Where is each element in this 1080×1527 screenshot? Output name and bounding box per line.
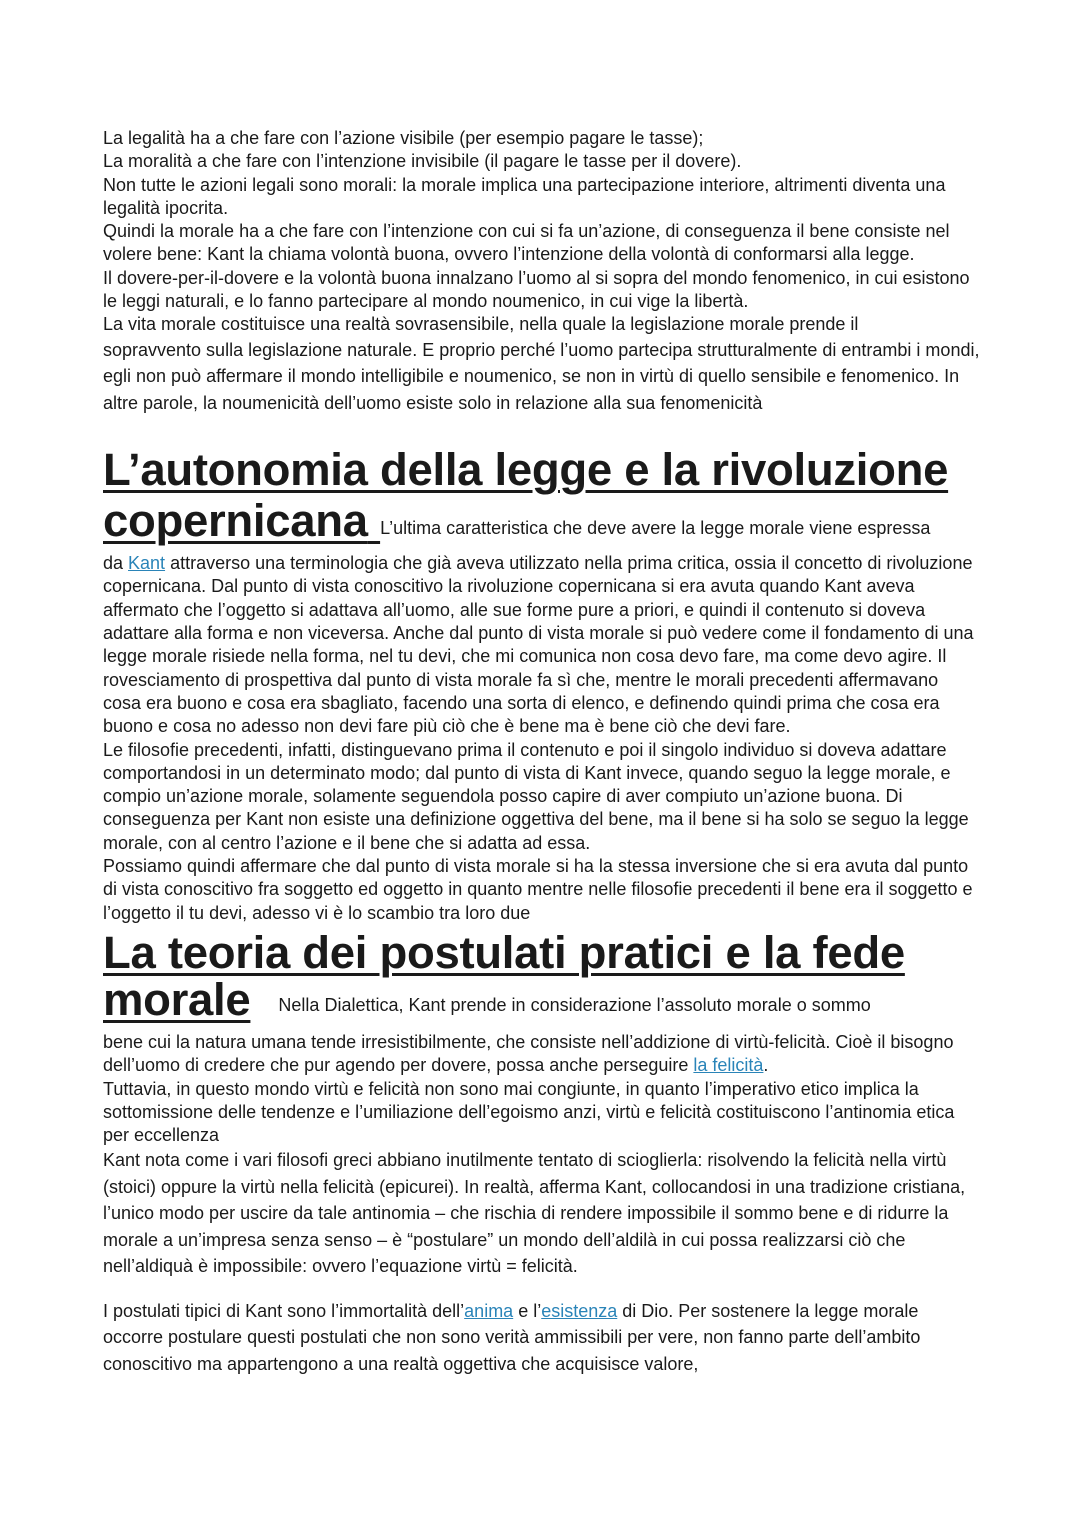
section2-paragraph-1 bbox=[103, 1031, 980, 1078]
link-kant[interactable]: Kant bbox=[128, 553, 166, 574]
section1-heading-trailing-underline bbox=[368, 495, 380, 546]
intro-paragraph-3: Non tutte le azioni legali sono morali: la morale implica una partecipazione interiore, altrimenti diventa una legalità ipocrita. bbox=[103, 174, 946, 218]
section2-paragraph-4-text-c: di Dio. Per sostenere la legge morale occorre postulare questi postulati che non sono verità ammissibili per vere, non fanno parte dell’ambito conoscitivo ma appartengono a una realtà oggettiva che acquisisce valore, bbox=[103, 1300, 921, 1374]
intro-paragraph-6-first-line: La vita morale costituisce una realtà sovrasensibile, nella quale la legislazione morale prende il bbox=[103, 314, 859, 335]
section2-paragraph-4 bbox=[103, 1298, 980, 1378]
section1-paragraph-3: Possiamo quindi affermare che dal punto di vista morale si ha la stessa inversione che si era avuta dal punto di vista conoscitivo fra soggetto ed oggetto in quanto mentre nelle filosofie precedenti il bene era il soggetto e l’oggetto il tu devi, adesso vi è lo scambio tra loro due bbox=[103, 856, 973, 923]
intro-paragraph-5: Il dovere-per-il-dovere e la volontà buona innalzano l’uomo al si sopra del mondo fenomenico, in cui esistono le leggi naturali, e lo fanno partecipare al mondo noumenico, in cui vige la libertà. bbox=[103, 267, 970, 312]
section-heading-autonomia: L’autonomia della legge e la rivoluzione bbox=[103, 444, 949, 496]
section1-link-prefix: da bbox=[103, 553, 129, 574]
link-anima[interactable]: anima bbox=[464, 1300, 514, 1321]
section2-paragraph-4-text-b: e l’ bbox=[513, 1300, 542, 1321]
intro-paragraph-1: La legalità ha a che fare con l’azione visibile (per esempio pagare le tasse); bbox=[103, 128, 704, 148]
intro-paragraph-2: La moralità a che fare con l’intenzione invisibile (il pagare le tasse per il dovere). bbox=[103, 151, 742, 172]
section2-heading-word: morale bbox=[103, 973, 251, 1025]
section1-lead-text: L’ultima caratteristica che deve avere la legge morale viene espressa bbox=[380, 518, 931, 539]
section2-paragraph-1-end: . bbox=[763, 1055, 769, 1076]
section1-paragraph-1 bbox=[103, 552, 980, 738]
intro-paragraph-4: Quindi la morale ha a che fare con l’intenzione con cui si fa un’azione, di conseguenza il bene consiste nel volere bene: Kant la chiama volontà buona, ovvero l’intenzione della volontà di conformarsi alla legge. bbox=[103, 221, 950, 265]
link-felicita[interactable]: la felicità bbox=[693, 1055, 764, 1076]
section2-lead-text: Nella Dialettica, Kant prende in considerazione l’assoluto morale o sommo bbox=[278, 994, 871, 1015]
section1-heading-word: copernicana bbox=[103, 495, 368, 547]
section-heading-postulati: La teoria dei postulati pratici e la fede bbox=[103, 926, 905, 978]
link-esistenza[interactable]: esistenza bbox=[541, 1300, 618, 1321]
section1-paragraph-1-text: attraverso una terminologia che già aveva utilizzato nella prima critica, ossia il concetto di rivoluzione copernicana. Dal punto di vista conoscitivo la rivoluzione copernicana si era avuta quando Kant aveva affermato che l’oggetto si adattava all’uomo, alle sue forme pure a priori, e quindi il contenuto si doveva adattare alla forma e non viceversa. Anche dal punto di vista morale si può vedere come il fondamento di una legge morale risiede nella forma, nel tu devi, che mi comunica non cosa devo fare, ma come devo agire. Il rovesciamento di prospettiva dal punto di vista morale fa sì che, mentre le morali precedenti affermavano cosa era buono e cosa era sbagliato, facendo una sorta di elenco, e definendo quindi prima che cosa era buono e cosa no adesso non devi fare più ciò che è bene ma è bene ciò che devi fare. bbox=[103, 553, 974, 737]
intro-paragraph-6-rest: sopravvento sulla legislazione naturale. E proprio perché l’uomo partecipa strutturalmente di entrambi i mondi, egli non può affermare il mondo intelligibile e noumenico, se non in virtù di quello sensibile e fenomenico. In altre parole, la noumenicità dell’uomo esiste solo in relazione alla sua fenomenicità bbox=[103, 339, 980, 413]
section2-paragraph-2: Tuttavia, in questo mondo virtù e felicità non sono mai congiunte, in quanto l’imperativo etico implica la sottomissione delle tendenze e l’umiliazione dell’egoismo anzi, virtù e felicità costituiscono l’antinomia etica per eccellenza bbox=[103, 1078, 955, 1146]
section1-paragraph-2: Le filosofie precedenti, infatti, distinguevano prima il contenuto e poi il singolo individuo si doveva adattare comportandosi in un determinato modo; dal punto di vista di Kant invece, quando seguo la legge morale, e compio un’azione morale, solamente seguendola posso capire di aver compiuto un’azione buona. Di conseguenza per Kant non esiste una definizione oggettiva del bene, ma il bene si ha solo se seguo la legge morale, con al centro l’azione e il bene che si adatta ad essa. bbox=[103, 739, 969, 853]
section2-heading-continuation bbox=[103, 974, 980, 1039]
section1-heading-continuation bbox=[103, 495, 980, 560]
section2-paragraph-3: Kant nota come i vari filosofi greci abbiano inutilmente tentato di scioglierla: risolvendo la felicità nella virtù (stoici) oppure la virtù nella felicità (epicurei). In realtà, afferma Kant, collocandosi in una tradizione cristiana, l’unico modo per uscire da tale antinomia – che rischia di rendere impossibile il sommo bene e di ridurre la morale a un’impresa senza senso – è “postulare” un mondo dell’aldilà in cui possa realizzarsi ciò che nell’aldiquà è impossibile: ovvero l’equazione virtù = felicità. bbox=[103, 1150, 966, 1277]
section2-paragraph-4-text-a: I postulati tipici di Kant sono l’immortalità dell’ bbox=[103, 1300, 465, 1321]
section2-paragraph-1-text: bene cui la natura umana tende irresistibilmente, che consiste nell’addizione di virtù-felicità. Cioè il bisogno dell’uomo di credere che pur agendo per dovere, possa anche perseguire bbox=[103, 1031, 954, 1076]
